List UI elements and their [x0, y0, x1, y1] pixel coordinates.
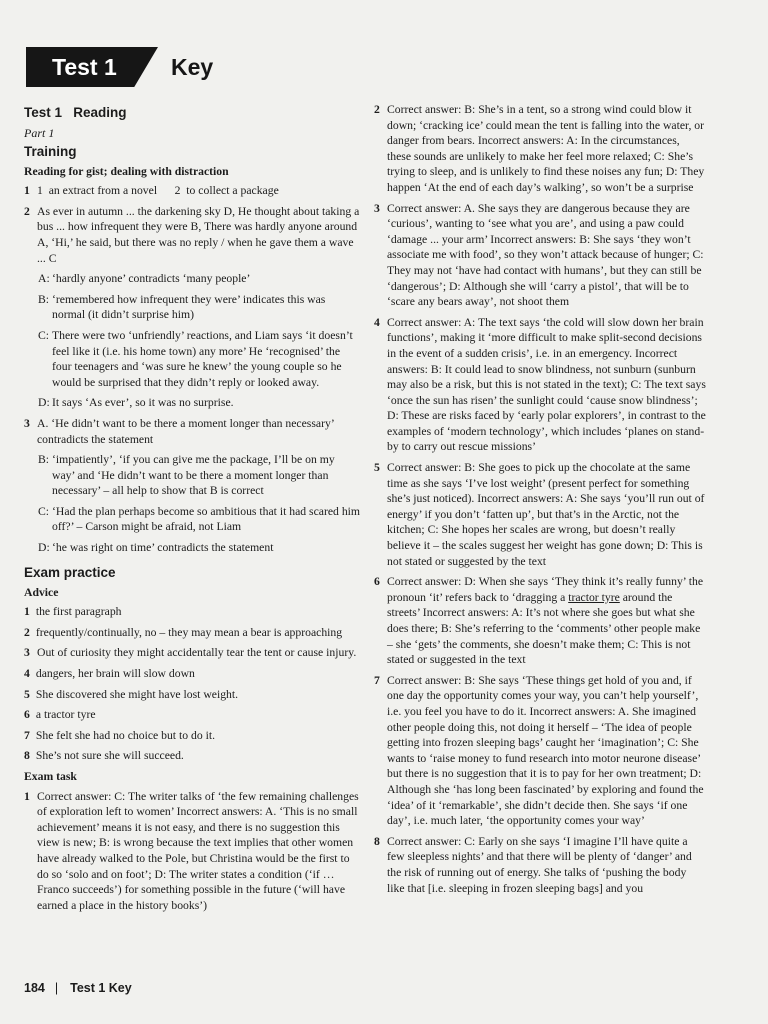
advice-heading: Advice [24, 585, 59, 599]
answer-number: 5 [374, 461, 380, 475]
answer-text-end: around the streets’ Incorrect answers: A: It’s not where she goes but what she does there; B: She’s referring to the ‘comments’ other people make – she ‘gets’ the comments, she doesn’t make them; C: This is not stated or suggested in the text [387, 590, 701, 667]
advice-number: 1 [24, 605, 30, 619]
option-text: ‘hardly anyone’ contradicts ‘many people’ [52, 272, 251, 286]
advice-item [24, 645, 360, 661]
advice-item [24, 604, 360, 620]
answer-text: Correct answer: B: She goes to pick up the chocolate at the same time as she says ‘I’ve lost weight’ (present perfect for something she’s just noticed). Incorrect answers: A: She says ‘you’ll run out of energy’ if you don’t ‘fatten up’, but that’s in the Arctic, not the kitchen; C: She hopes her scales are wrong, but doesn’t really believe it – the scales suggest her weight has gone down; D: This is not stated or suggested by the text [387, 461, 705, 568]
training-heading: Training [24, 143, 77, 159]
advice-item [24, 666, 360, 682]
option-text: There were two ‘unfriendly’ reactions, and Liam says ‘it doesn’t feel like it (i.e. his home town) any more’ He ‘recognised’ the four teenagers and ‘was sure he knew’ the young couple so he would be surprised that they didn’t reply or looked away. [52, 328, 353, 389]
q2-option [38, 271, 360, 287]
option-label: B: [38, 292, 50, 306]
q1-number: 1 [24, 184, 30, 198]
exam-task-answer [374, 574, 706, 668]
q3-number: 3 [24, 416, 30, 430]
advice-number: 2 [24, 625, 30, 639]
q3-option [38, 452, 360, 499]
q3-text: A. ‘He didn’t want to be there a moment longer than necessary’ contradicts the statement [37, 416, 334, 446]
answer-number: 4 [374, 315, 380, 329]
exam-task-heading: Exam task [24, 770, 77, 783]
header-key-label: Key [171, 54, 214, 80]
training-q3 [24, 416, 360, 447]
q2-text: As ever in autumn ... the darkening sky D, He thought about taking a bus ... how infrequent they were B, There was hardly anyone around A, ‘Hi,’ he said, but there was no reply / when he gave them a wave ... C [37, 204, 360, 265]
answer-number: 7 [374, 673, 380, 687]
option-label: B: [38, 453, 50, 467]
answer-text [387, 574, 706, 668]
answer-number: 6 [374, 575, 380, 589]
answer-text: Correct answer: B: She’s in a tent, so a strong wind could blow it down; ‘cracking ice’ could mean the tent is falling into the water, or danger from bears. Incorrect answers: A: In the circumstances, these sounds are unlikely to make her feel more relaxed; C: She’s trying to sleep, and is unlikely to find these noises any fun; D: They happen ‘At the end of each day’s walking’, so won’t be a surprise [387, 103, 705, 194]
answer-number: 8 [374, 834, 380, 848]
advice-text: the first paragraph [35, 605, 122, 619]
exam-task-answer [374, 834, 706, 896]
advice-item [24, 748, 360, 764]
advice-number: 7 [24, 728, 30, 742]
advice-item [24, 687, 360, 703]
training-q2 [24, 204, 360, 266]
advice-text: a tractor tyre [35, 708, 96, 722]
advice-text: She felt she had no choice but to do it. [35, 728, 216, 742]
left-column [24, 102, 360, 918]
advice-text: frequently/continually, no – they may mean a bear is approaching [35, 625, 343, 639]
advice-number: 4 [24, 667, 30, 681]
exam-task-answer [374, 315, 706, 455]
q2-option [38, 292, 360, 323]
q2-number: 2 [24, 204, 30, 218]
q1-text: 1 an extract from a novel 2 to collect a package [37, 184, 279, 198]
exam-task-answer [374, 460, 706, 569]
answer-text: Correct answer: C: The writer talks of ‘the few remaining challenges of exploration left to women’ Incorrect answers: A. ‘This is no small achievement’ means it is not easy, and there is no suggestion this view is new; B: is wrong because the text implies that other women have already walked to the Pole, but Christina would be the first to do so ‘solo and on foot’; D: The writer states a condition (‘if … Franco succeeds’) for something possible in the future (‘will have earned a place in the history books’) [37, 789, 359, 912]
exam-task-answer [374, 102, 706, 196]
option-label: A: [38, 272, 50, 286]
answer-text: Correct answer: B: She says ‘These things get hold of you and, if one day the opportunity comes your way, you can’t help yourself’, i.e. you feel you have to do it. Incorrect answers: A. She imagined other people doing this, not doing it herself – ‘The idea of people getting into frozen sleeping bags’ caught her ‘imagination’; C: She wants to ‘raise money to fund research into motor neurone disease’ but there is no suggestion that it is to pay for her own treatment; D: Although she ‘has long been fascinated’ by exploring and found the ‘idea’ of it ‘remarkable’, she didn’t decide then. She says ‘if one day’, i.e. much later, ‘the opportunity comes your way’ [387, 673, 704, 828]
q2-option [38, 395, 360, 411]
advice-item [24, 728, 360, 744]
exam-task-answer [24, 789, 360, 914]
underlined-phrase: tractor tyre [568, 590, 620, 604]
answer-number: 2 [374, 103, 380, 116]
option-text: ‘remembered how infrequent they were’ indicates this was normal (it didn’t surprise him) [52, 292, 326, 322]
option-text: It says ‘As ever’, so it was no surprise. [52, 396, 234, 410]
advice-number: 8 [24, 749, 30, 763]
q2-option [38, 328, 360, 390]
advice-text: dangers, her brain will slow down [35, 667, 195, 681]
option-text: ‘he was right on time’ contradicts the statement [52, 541, 274, 555]
section-title: Test 1 Reading [24, 105, 127, 120]
header-test-label: Test 1 [52, 54, 117, 80]
answer-text: Correct answer: A: The text says ‘the cold will slow down her brain functions’, making it ‘more difficult to make split-second decisions in the event of a sudden crisis’, i.e. in an emergency. Incorrect answers: B: It could lead to snow blindness, not sunburn (sunburn may also be a risk, but this is not stated in the text); C: The text says ‘once the sun has risen’ the sunlight could ‘cause snow blindness’; D: These are risks faced by ‘early polar explorers’, in contrast to the examples of ‘modern technology’, which includes ‘planes on stand-by to carry out rescue missions’ [387, 315, 706, 454]
answer-number: 1 [24, 789, 30, 803]
exam-task-answer [374, 201, 706, 310]
advice-text: She’s not sure she will succeed. [35, 749, 184, 763]
advice-number: 3 [24, 646, 30, 660]
advice-item [24, 625, 360, 641]
option-text: ‘Had the plan perhaps become so ambitious that it had scared him off?’ – Carson might be afraid, not Liam [52, 504, 361, 534]
advice-text: She discovered she might have lost weight. [35, 687, 239, 701]
advice-number: 6 [24, 708, 30, 722]
training-subheading: Reading for gist; dealing with distraction [24, 164, 229, 178]
option-label: D: [38, 396, 50, 410]
exam-task-answer [374, 673, 706, 829]
right-column [374, 102, 706, 901]
page-footer [24, 981, 132, 995]
answer-number: 3 [374, 201, 380, 215]
option-label: C: [38, 328, 50, 342]
footer-separator: | [54, 981, 59, 995]
answer-text-start: Correct answer: D: When she says ‘They think it’s really funny’ the pronoun ‘it’ refers back to ‘dragging a [387, 575, 704, 604]
page-number: 184 [24, 981, 45, 995]
q3-option [38, 540, 360, 556]
option-text: ‘impatiently’, ‘if you can give me the package, I’ll be on my way’ and ‘He didn’t want to be there a moment longer than necessary’ – all help to show that B is correct [52, 453, 335, 498]
footer-label: Test 1 Key [70, 981, 132, 995]
part-label: Part 1 [24, 126, 55, 140]
answer-text: Correct answer: A. She says they are dangerous because they are ‘curious’, wanting to ‘see what you are’, and using a paw could ‘damage ... your arm’ Incorrect answers: B: She says ‘they won’t associate me with food’, so they won’t attack because of hunger; C: They may not ‘have had contact with humans’, but they can still be ‘dangerous’; D: Although she will ‘carry a pistol’, that will be to ‘scare any bears away’, not shoot them [387, 201, 704, 309]
training-q1 [24, 183, 360, 199]
option-label: D: [38, 541, 50, 555]
advice-number: 5 [24, 687, 30, 701]
advice-item [24, 707, 360, 723]
option-label: C: [38, 504, 50, 518]
advice-text: Out of curiosity they might accidentally tear the tent or cause injury. [37, 646, 357, 660]
q3-option [38, 504, 360, 535]
answer-text: Correct answer: C: Early on she says ‘I imagine I’ll have quite a few sleepless nights’ and that there will be plenty of ‘danger’ and the risk of running out of energy. She talks of ‘pushing the body like that [i.e. sleeping in frozen sleeping bags] and you [387, 834, 692, 895]
exam-practice-heading: Exam practice [24, 564, 116, 580]
